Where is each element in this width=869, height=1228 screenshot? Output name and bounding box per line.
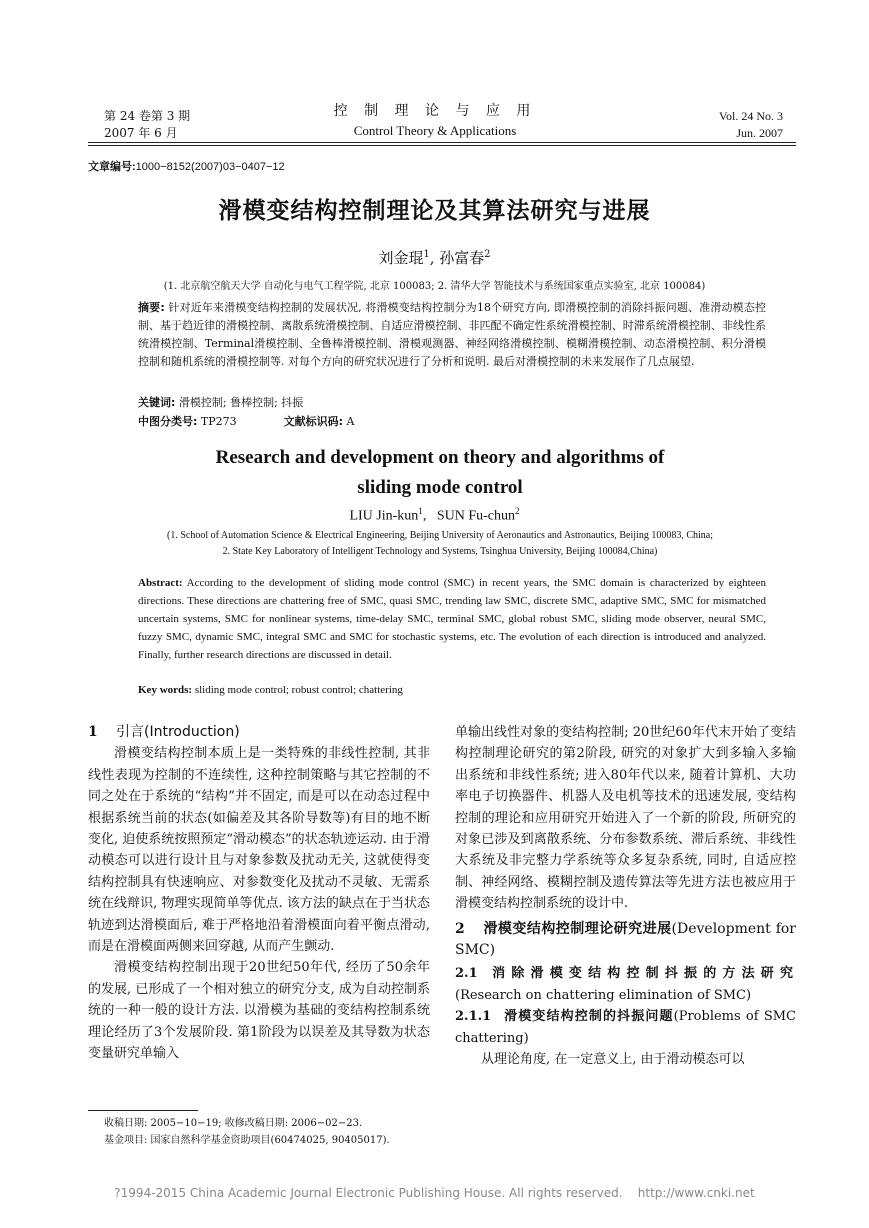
journal-issue-en <box>719 108 783 142</box>
abstract-en-text: According to the development of sliding mode control (SMC) in recent years, the SMC domain is characterized by eighteen directions. These directions are chattering free of SMC, quasi SMC, trending law SMC, discrete SMC, adaptive SMC, SMC for mismatched uncertain systems, SMC for nonlinear systems, time-delay SMC, terminal SMC, global robust SMC, sliding mode observer, neural SMC, fuzzy SMC, dynamic SMC, integral SMC and SMC for stochastic systems, etc. The evolution of each direction is introduced and analyzed. Finally, further research directions are discussed in detail. <box>138 577 766 661</box>
section-2-title-en: (Development for SMC) <box>455 920 797 959</box>
keywords-en <box>138 684 403 696</box>
date-en: Jun. 2007 <box>736 126 783 140</box>
affiliation-zh: (1. 北京航空航天大学 自动化与电气工程学院, 北京 100083; 2. 清华大学 智能技术与系统国家重点实验室, 北京 100084) <box>163 281 706 292</box>
paragraph-4: 从理论角度, 在一定意义上, 由于滑动模态可以 <box>481 1052 745 1068</box>
header-rule-bottom <box>88 145 796 146</box>
footnote-fund: 基金项目: 国家自然科学基金资助项目(60474025, 90405017). <box>104 1135 390 1146</box>
keywords-en-text: sliding mode control; robust control; chattering <box>192 684 403 696</box>
authors-zh <box>0 247 869 268</box>
volume-zh: 第 24 卷第 3 期 <box>104 109 191 123</box>
volume-en: Vol. 24 No. 3 <box>718 109 783 123</box>
affiliation-en-line2: 2. State Key Laboratory of Intelligent Technology and Systems, Tsinghua University, Beijing 100084,China) <box>222 546 658 557</box>
authors-en <box>0 506 869 525</box>
title-en <box>100 443 780 503</box>
section-1-title: 引言(Introduction) <box>116 724 240 740</box>
affiliation-en <box>100 528 780 560</box>
author-2-zh: 孙富春 <box>439 249 485 267</box>
keywords-zh-label: 关键词: <box>138 396 176 409</box>
title-en-line2: sliding mode control <box>357 477 523 498</box>
author-2-en-sup: 2 <box>515 506 520 516</box>
section-2-title-zh: 滑模变结构控制理论研究进展 <box>483 920 672 937</box>
affiliation-en-line1: (1. School of Automation Science & Electrical Engineering, Beijing University of Aeronautics and Astronautics, Beijing 100083, China; <box>166 530 713 541</box>
section-2-heading <box>455 919 796 962</box>
journal-issue-zh <box>104 108 190 142</box>
keywords-zh <box>138 394 303 410</box>
section-1-heading <box>88 722 430 743</box>
abstract-zh <box>138 299 766 371</box>
section-2-number: 2 <box>455 920 465 937</box>
author-1-en: LIU Jin-kun <box>349 508 419 524</box>
author-1-zh-sup: 1 <box>423 249 430 260</box>
abstract-en <box>138 574 766 664</box>
paragraph-1: 滑模变结构控制本质上是一类特殊的非线性控制, 其非线性表现为控制的不连续性, 这种控制策略与其它控制的不同之处在于系统的“结构”并不固定, 而是可以在动态过程中根据系统当前的状态(如偏差及其各阶导数等)有目的地不断变化, 迫使系统按照预定“滑动模态”的状态轨迹运动. 由于滑动模态可以进行设计且与对象参数及扰动无关, 这就使得变结构控制具有快速响应、对参数变化及扰动不灵敏、无需系统在线辩识, 物理实现简单等优点. 该方法的缺点在于当状态轨迹到达滑模面后, 难于严格地沿着滑模面向着平衡点滑动, 而是在滑模面两侧来回穿越, 从而产生颤动. <box>88 746 430 955</box>
journal-name <box>300 101 570 141</box>
title-en-line1: Research and development on theory and algorithms of <box>215 447 665 468</box>
date-zh: 2007 年 6 月 <box>104 126 178 140</box>
doc-code-label: 文献标识码: <box>283 415 344 428</box>
copyright-watermark: ?1994-2015 China Academic Journal Electronic Publishing House. All rights reserved. http://www.cnki.net <box>114 1186 755 1200</box>
footnote-rule <box>88 1110 198 1111</box>
keywords-zh-text: 滑模控制; 鲁棒控制; 抖振 <box>175 396 304 409</box>
author-2-zh-sup: 2 <box>484 249 491 260</box>
section-1-number: 1 <box>88 724 98 740</box>
doc-code-value: A <box>343 415 355 428</box>
paragraph-3: 单输出线性对象的变结构控制; 20世纪60年代末开始了变结构控制理论研究的第2阶段, 研究的对象扩大到多输入多输出系统和非线性系统; 进入80年代以来, 随着计算机、大功率电子切换器件、机器人及电机等技术的迅速发展, 变结构控制的理论和应用研究开始进入了一个新的阶段, 所研究的对象已涉及到离散系统、分布参数系统、滞后系统、非线性大系统及非完整力学系统等众多复杂系统, 同时, 自适应控制、神经网络、模糊控制及遗传算法等先进方法也被应用于滑模变结构控制系统的设计中. <box>455 725 796 912</box>
author-sep-en: , <box>422 508 437 524</box>
author-1-en-sup: 1 <box>418 506 423 516</box>
body-column-right <box>455 722 796 1071</box>
body-column-left <box>88 722 430 1065</box>
article-number-value: 1000−8152(2007)03−0407−12 <box>135 161 285 173</box>
section-2-1-1-title-en: (Problems of SMC chattering) <box>455 1009 796 1046</box>
section-2-1-title-en: (Research on chattering elimination of SMC) <box>455 987 752 1003</box>
author-sep-zh: , <box>429 249 440 267</box>
abstract-en-label: Abstract: <box>138 577 183 589</box>
journal-name-en: Control Theory & Applications <box>353 123 517 138</box>
section-2-1-heading <box>455 963 796 1006</box>
author-1-zh: 刘金琨 <box>378 249 424 267</box>
section-2-1-1-heading <box>455 1006 796 1049</box>
author-2-en: SUN Fu-chun <box>436 508 515 524</box>
section-2-1-title-zh: 消除滑模变结构控制抖振的方法研究 <box>489 966 796 982</box>
clc-label: 中图分类号: <box>138 415 198 428</box>
section-2-1-1-number: 2.1.1 <box>455 1009 492 1025</box>
journal-name-zh: 控 制 理 论 与 应 用 <box>333 103 537 119</box>
header-rule-top <box>88 142 796 143</box>
footnote-received: 收稿日期: 2005−10−19; 收修改稿日期: 2006−02−23. <box>104 1118 363 1129</box>
clc-value: TP273 <box>197 415 237 428</box>
section-2-1-number: 2.1 <box>455 966 478 982</box>
classification-zh <box>138 413 355 429</box>
keywords-en-label: Key words: <box>138 684 193 696</box>
section-2-1-1-title-zh: 滑模变结构控制的抖振问题 <box>503 1009 674 1025</box>
title-zh: 滑模变结构控制理论及其算法研究与进展 <box>218 198 651 224</box>
article-number-label: 文章编号: <box>88 161 136 173</box>
abstract-zh-text: 针对近年来滑模变结构控制的发展状况, 将滑模变结构控制分为18个研究方向, 即滑模控制的消除抖振问题、准滑动模态控制、基于趋近律的滑模控制、离散系统滑模控制、自适应滑模控制、非匹配不确定性系统滑模控制、时滞系统滑模控制、非线性系统滑模控制、Terminal滑模控制、全鲁棒滑模控制、滑模观测器、神经网络滑模控制、模糊滑模控制、动态滑模控制、积分滑模控制和随机系统的滑模控制等. 对每个方向的研究状况进行了分析和说明. 最后对滑模控制的未来发展作了几点展望. <box>138 301 766 368</box>
paragraph-2: 滑模变结构控制出现于20世纪50年代, 经历了50余年的发展, 已形成了一个相对独立的研究分支, 成为自动控制系统的一种一般的设计方法. 以滑模为基础的变结构控制系统理论经历了3个发展阶段. 第1阶段为以误差及其导数为状态变量研究单输入 <box>88 960 430 1062</box>
article-number <box>88 158 285 174</box>
abstract-zh-label: 摘要: <box>138 301 165 314</box>
